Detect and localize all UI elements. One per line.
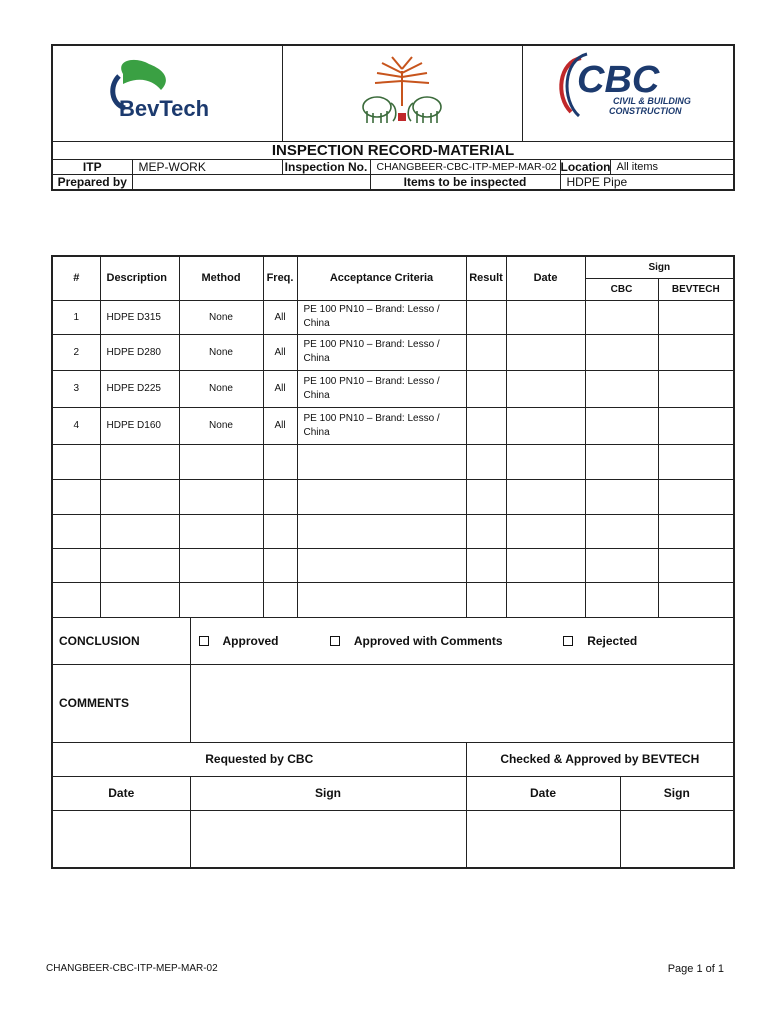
inspection-table xyxy=(51,255,735,869)
inspection-no-label: Inspection No. xyxy=(282,160,370,175)
col-sign-cbc: CBC xyxy=(585,278,658,300)
itp-label: ITP xyxy=(52,160,132,175)
col-date: Date xyxy=(506,256,585,300)
items-value: HDPE Pipe xyxy=(560,175,734,191)
table-row: 3 HDPE D225 None All PE 100 PN10 – Brand: Lesso / China xyxy=(52,370,734,407)
conclusion-label: CONCLUSION xyxy=(52,617,190,664)
col-freq: Freq. xyxy=(263,256,297,300)
table-row-empty xyxy=(52,514,734,548)
checked-sign-field[interactable] xyxy=(620,810,734,868)
requested-date-field[interactable] xyxy=(52,810,190,868)
col-result: Result xyxy=(466,256,506,300)
cbc-logo-sub1: CIVIL & BUILDING xyxy=(612,96,691,106)
cbc-logo-text: CBC xyxy=(576,59,659,101)
cbc-logo-sub2: CONSTRUCTION xyxy=(608,106,681,116)
prepared-by-value[interactable] xyxy=(132,175,370,191)
checked-sign-label: Sign xyxy=(620,776,734,810)
rejected-checkbox[interactable] xyxy=(563,636,573,646)
checked-date-field[interactable] xyxy=(466,810,620,868)
bevtech-logo-cell xyxy=(52,45,282,142)
table-row-empty xyxy=(52,548,734,582)
col-sign-bevtech: BEVTECH xyxy=(658,278,734,300)
requested-date-label: Date xyxy=(52,776,190,810)
location-value: All items xyxy=(610,160,734,175)
approved-with-comments-option[interactable]: Approved with Comments xyxy=(330,634,560,648)
col-sign: Sign xyxy=(585,256,734,278)
rejected-option[interactable]: Rejected xyxy=(563,634,637,648)
approved-checkbox[interactable] xyxy=(199,636,209,646)
col-method: Method xyxy=(179,256,263,300)
footer-doc-number: CHANGBEER-CBC-ITP-MEP-MAR-02 xyxy=(46,963,218,974)
prepared-by-label: Prepared by xyxy=(52,175,132,191)
bevtech-logo-text: BevTech xyxy=(119,96,210,121)
page-title: INSPECTION RECORD-MATERIAL xyxy=(52,142,734,160)
comments-label: COMMENTS xyxy=(52,664,190,742)
bevtech-logo xyxy=(53,46,269,136)
emblem-cell xyxy=(282,45,522,142)
comments-field[interactable] xyxy=(190,664,734,742)
itp-value: MEP-WORK xyxy=(132,160,282,175)
table-row-empty xyxy=(52,582,734,617)
table-row-empty xyxy=(52,444,734,479)
approved-option[interactable]: Approved xyxy=(199,634,327,648)
location-label: Location xyxy=(560,160,611,174)
table-row: 4 HDPE D160 None All PE 100 PN10 – Brand: Lesso / China xyxy=(52,407,734,444)
approved-with-comments-checkbox[interactable] xyxy=(330,636,340,646)
table-row: 1 HDPE D315 None All PE 100 PN10 – Brand: Lesso / China xyxy=(52,300,734,334)
table-row: 2 HDPE D280 None All PE 100 PN10 – Brand: Lesso / China xyxy=(52,334,734,370)
requested-by-label: Requested by CBC xyxy=(52,742,466,776)
col-criteria: Acceptance Criteria xyxy=(297,256,466,300)
elephant-emblem-icon xyxy=(347,51,457,131)
cbc-logo-cell xyxy=(522,45,734,142)
requested-sign-label: Sign xyxy=(190,776,466,810)
conclusion-options xyxy=(190,617,734,664)
footer-page-number: Page 1 of 1 xyxy=(667,963,724,975)
cbc-logo xyxy=(523,46,737,136)
checked-by-label: Checked & Approved by BEVTECH xyxy=(466,742,734,776)
table-row-empty xyxy=(52,479,734,514)
col-num: # xyxy=(52,256,100,300)
items-label: Items to be inspected xyxy=(370,175,560,191)
header-table xyxy=(51,44,735,191)
inspection-no-value: CHANGBEER-CBC-ITP-MEP-MAR-02 xyxy=(370,160,560,175)
requested-sign-field[interactable] xyxy=(190,810,466,868)
checked-date-label: Date xyxy=(466,776,620,810)
col-description: Description xyxy=(100,256,179,300)
